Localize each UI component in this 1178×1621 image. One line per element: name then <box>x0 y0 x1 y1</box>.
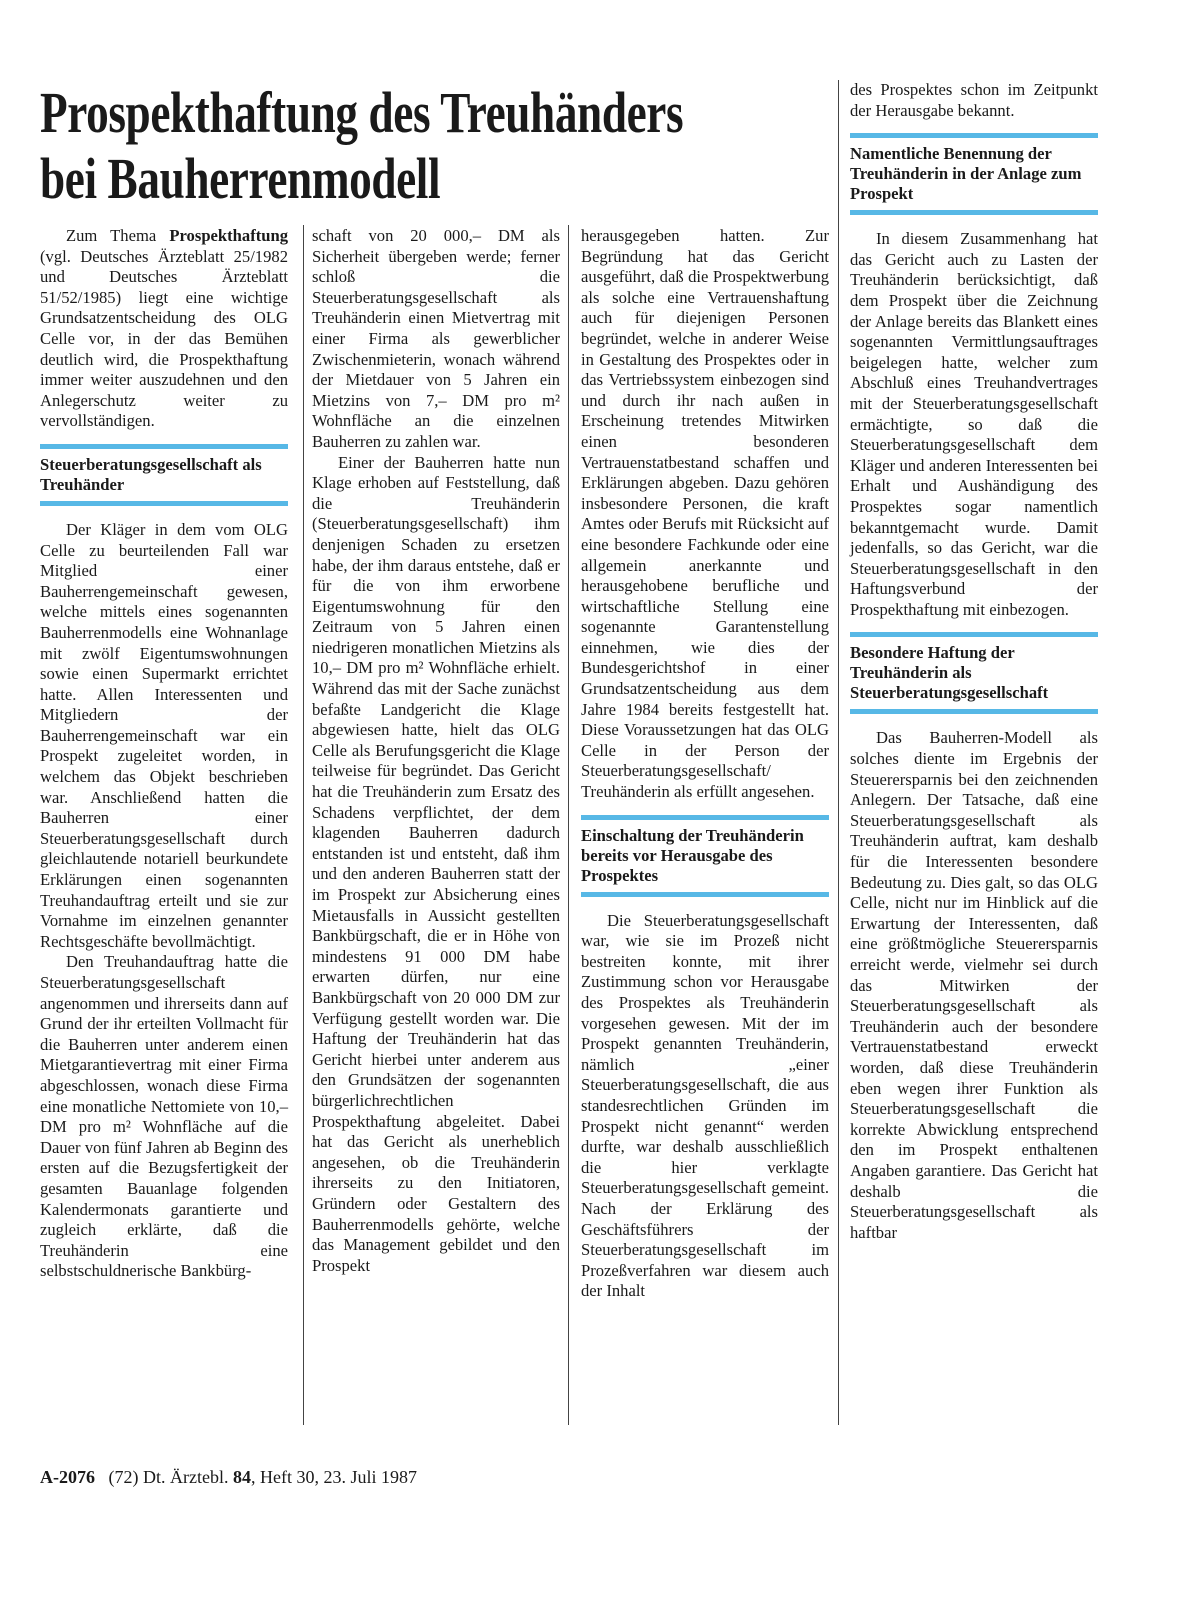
column-2 <box>312 226 560 1276</box>
section-bar <box>40 501 288 506</box>
journal-name: Dt. Ärztebl. <box>143 1467 229 1487</box>
section-bar <box>581 815 829 820</box>
title-line-2: bei Bauherrenmodell <box>40 146 441 211</box>
paragraph: Das Bauherren-Modell als solches diente im Ergebnis der Steuerersparnis bei den zeichnenden Anlegern. Der Tatsache, daß eine Steuerberatungsgesellschaft als Treuhänderin auftrat, kam deshalb für die Interessenten besondere Bedeutung zu. Dies galt, so das OLG Celle, nicht nur im Hinblick auf die Erwartung der Interessenten, daß eine größtmögliche Steuerersparnis erreicht werde, vielmehr sei durch das Mitwirken der Steuerberatungsgesellschaft als Treuhänderin auch der besondere Vertrauenstatbestand erweckt worden, daß diese Treuhänderin eben wegen ihrer Funktion als Steuerberatungsgesellschaft die korrekte Abwicklung entsprechend den im Prospekt enthaltenen Angaben garantiere. Das Gericht hat deshalb die Steuerberatungsgesellschaft als haftbar <box>850 728 1098 1242</box>
section-heading-block <box>40 444 288 506</box>
section-bar <box>850 709 1098 714</box>
section-heading: Namentliche Benennung der Treuhänderin in der Anlage zum Prospekt <box>850 144 1082 204</box>
bold-term: Prospekthaftung <box>169 226 288 245</box>
section-heading: Besondere Haftung der Treuhänderin als Steuerberatungsgesellschaft <box>850 643 1049 703</box>
column-rule <box>303 225 304 1425</box>
paragraph: Den Treuhandauftrag hatte die Steuerberatungsgesellschaft angenommen und ihrerseits dann auf Grund der ihr erteilten Vollmacht für die Bauherren unter anderem einen Mietgarantievertrag mit einer Firma abgeschlossen, wonach diese Firma eine monatliche Nettomiete von 10,– DM pro m² Wohnfläche auf die Dauer von fünf Jahren ab Beginn des ersten auf die Bezugsfertigkeit der gesamten Bauanlage folgenden Kalendermonats garantierte und zugleich erklärte, daß die Treuhänderin eine selbstschuldnerische Bankbürg- <box>40 952 288 1281</box>
page-code: A-2076 <box>40 1467 95 1487</box>
column-1 <box>40 226 288 1282</box>
page-number: (72) <box>108 1467 139 1487</box>
page-footer <box>40 1467 417 1488</box>
section-heading: Einschaltung der Treuhänderin bereits vor Herausgabe des Prospektes <box>581 825 804 885</box>
section-bar <box>581 892 829 897</box>
paragraph: Zum Thema Prospekthaftung (vgl. Deutsches Ärzteblatt 25/1982 und Deutsches Ärzteblatt 51/52/1985) liegt eine wichtige Grundsatzentscheidung des OLG Celle vor, in der das Bemühen deutlich wird, die Prospekthaftung immer weiter auszudehnen und den Anlegerschutz weiter zu vervollständigen. <box>40 226 288 431</box>
section-bar <box>850 632 1098 637</box>
section-heading: Steuerberatungsgesellschaft als Treuhänder <box>40 454 262 494</box>
section-bar <box>850 210 1098 215</box>
issue-date: , Heft 30, 23. Juli 1987 <box>250 1467 417 1487</box>
column-4 <box>850 80 1098 1243</box>
section-heading-block <box>850 632 1098 714</box>
volume: 84 <box>232 1467 251 1487</box>
column-rule <box>838 80 839 1425</box>
column-3 <box>581 226 829 1302</box>
paragraph: In diesem Zusammenhang hat das Gericht auch zu Lasten der Treuhänderin berücksichtigt, daß dem Prospekt über die Zeichnung der Anlage bereits das Blankett eines sogenannten Vermittlungsauftrages beigelegen hatte, welcher zum Abschluß eines Treuhandvertrages mit der Steuerberatungsgesellschaft ermächtigte, so daß die Steuerberatungsgesellschaft dem Kläger und anderen Interessenten bei Erhalt und Aushändigung des Prospektes sogar namentlich bekanntgemacht wurde. Damit jedenfalls, so das Gericht, war die Steuerberatungsgesellschaft in den Haftungsverbund der Prospekthaftung mit einbezogen. <box>850 229 1098 619</box>
section-heading-block <box>581 815 829 897</box>
paragraph: Der Kläger in dem vom OLG Celle zu beurteilenden Fall war Mitglied einer Bauherrengemeinschaft gewesen, welche mittels eines sogenannten Bauherrenmodells eine Wohnanlage mit zwölf Eigentumswohnungen sowie einen Supermarkt errichtet hatte. Allen Interessenten und Mitgliedern der Bauherrengemeinschaft war ein Prospekt zugeleitet worden, in welchem das Objekt beschrieben war. Anschließend hatten die Bauherren einer Steuerberatungsgesellschaft durch gleichlautende notariell beurkundete Erklärungen einen sogenannten Treuhandauftrag erteilt und sie zur Vornahme im einzelnen genannter Rechtsgeschäfte bevollmächtigt. <box>40 519 288 951</box>
section-bar <box>40 444 288 449</box>
paragraph: Die Steuerberatungsgesellschaft war, wie sie im Prozeß nicht bestreiten konnte, mit ihrer Zustimmung schon vor Herausgabe des Prospektes als Treuhänderin vorgesehen gewesen. Mit der im Prospekt genannten Treuhänderin, nämlich „einer Steuerberatungsgesellschaft, die aus standesrechtlichen Gründen im Prospekt nicht genannt“ werden durfte, war deshalb ausschließlich die hier verklagte Steuerberatungsgesellschaft gemeint. Nach der Erklärung des Geschäftsführers der Steuerberatungsgesellschaft im Prozeßverfahren war diesem auch der Inhalt <box>581 910 829 1301</box>
paragraph: des Prospektes schon im Zeitpunkt der Herausgabe bekannt. <box>850 80 1098 120</box>
title-line-1: Prospekthaftung des Treuhänders <box>40 80 684 145</box>
article-title <box>40 80 684 212</box>
section-heading-block <box>850 133 1098 215</box>
paragraph: herausgegeben hatten. Zur Begründung hat das Gericht ausgeführt, daß die Prospektwerbung als solche eine Vertrauenshaftung auch für diejenigen Personen begründet, welche in anderer Weise in Gestaltung des Prospektes oder in das Vertriebssystem einbezogen sind und durch ihr nach außen in Erscheinung tretendes Mitwirken einen besonderen Vertrauenstatbestand schaffen und Erklärungen abgeben. Dazu gehören insbesondere Personen, die kraft Amtes oder Berufs mit Rücksicht auf eine besondere Fachkunde oder eine allgemein anerkannte und herausgehobene berufliche und wirtschaftliche Stellung eine sogenannte Garantenstellung einnehmen, wie dies der Bundesgerichtshof in einer Grundsatzentscheidung aus dem Jahre 1984 bereits festgestellt hat. Diese Voraussetzungen hat das OLG Celle in der Person der Steuerberatungsgesellschaft/ Treuhänderin als erfüllt angesehen. <box>581 226 829 802</box>
paragraph: Einer der Bauherren hatte nun Klage erhoben auf Feststellung, daß die Treuhänderin (Steuerberatungsgesellschaft) ihm denjenigen Schaden zu ersetzen habe, der ihm daraus entstehe, daß er für die von ihm erworbene Eigentumswohnung für den Zeitraum von 5 Jahren einen niedrigeren monatlichen Mietzins als 10,– DM pro m² Wohnfläche erhielt. Während das mit der Sache zunächst befaßte Landgericht die Klage abgewiesen hatte, hielt das OLG Celle als Berufungsgericht die Klage teilweise für begründet. Das Gericht hat die Treuhänderin zum Ersatz des Schadens verpflichtet, der dem klagenden Bauherren dadurch entstanden ist und entsteht, daß ihm und den anderen Bauherren statt der im Prospekt zur Absicherung eines Mietausfalls in Aussicht gestellten Bankbürgschaft, die er in Höhe von mindestens 91 000 DM habe erwarten dürfen, nur eine Bankbürgschaft von 20 000 DM zur Verfügung gestellt worden war. Die Haftung der Treuhänderin hat das Gericht hierbei unter anderem aus den Grundsätzen der sogenannten bürgerlichrechtlichen Prospekthaftung abgeleitet. Dabei hat das Gericht als unerheblich angesehen, ob die Treuhänderin ihrerseits zu den Initiatoren, Gründern oder Gestaltern des Bauherrenmodells gehörte, welche das Management gebildet und den Prospekt <box>312 452 560 1275</box>
column-rule <box>568 225 569 1425</box>
paragraph: schaft von 20 000,– DM als Sicherheit übergeben werde; ferner schloß die Steuerberatungsgesellschaft als Treuhänderin einen Mietvertrag mit einer Firma als gewerblicher Zwischenmieterin, wonach während der Mietdauer von 5 Jahren ein Mietzins von 7,– DM pro m² Wohnfläche an die einzelnen Bauherren zu zahlen war. <box>312 226 560 451</box>
section-bar <box>850 133 1098 138</box>
